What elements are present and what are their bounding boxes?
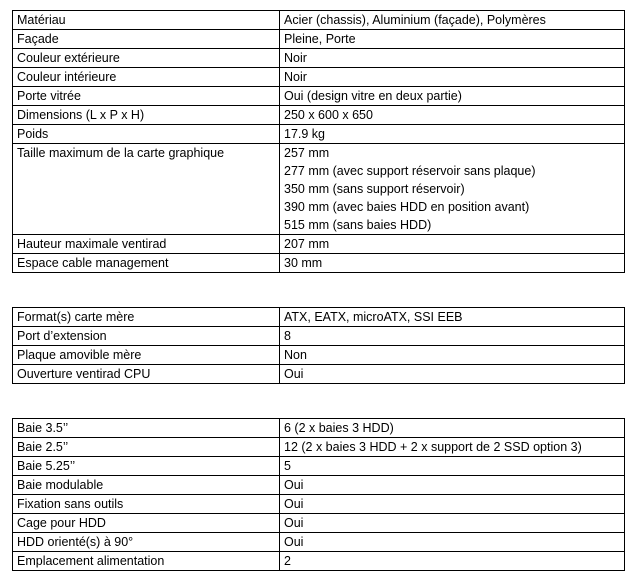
table-row [13,419,625,438]
table-row [13,11,625,30]
spec-value [280,327,625,346]
spec-value [280,476,625,495]
motherboard-spec-table [12,307,625,384]
spec-value-line: 257 mm [284,146,330,160]
table-row [13,514,625,533]
table-row [13,457,625,476]
spec-label: Format(s) carte mère [13,308,280,327]
spec-label: Couleur intérieure [13,68,280,87]
table-row [13,68,625,87]
table-row [13,476,625,495]
table-row [13,87,625,106]
spec-value [280,457,625,476]
spec-value [280,346,625,365]
spec-value [280,144,625,235]
spec-value [280,533,625,552]
spec-value-line: 207 mm [284,237,330,251]
spec-value-line: 350 mm (sans support réservoir) [284,182,465,196]
table-row [13,125,625,144]
table-row [13,346,625,365]
chassis-spec-table [12,10,625,273]
spec-value-line: 8 [284,329,291,343]
spec-label: Baie 2.5’’ [13,438,280,457]
spec-value-line: 250 x 600 x 650 [284,108,373,122]
spec-label: Port d’extension [13,327,280,346]
spec-label: Porte vitrée [13,87,280,106]
spec-value [280,87,625,106]
spec-value-line: 515 mm (sans baies HDD) [284,218,432,232]
spec-label: Taille maximum de la carte graphique [13,144,280,235]
spec-label: Plaque amovible mère [13,346,280,365]
table-row [13,327,625,346]
spec-value-line: 17.9 kg [284,127,326,141]
spec-value [280,254,625,273]
table-row [13,254,625,273]
spec-value-line: Acier (chassis), Aluminium (façade), Polymères [284,13,546,27]
table-row [13,49,625,68]
spec-value-line: 2 [284,554,291,568]
spec-value [280,308,625,327]
spec-value-line: Noir [284,51,307,65]
spec-value-line: Pleine, Porte [284,32,356,46]
spec-label: Espace cable management [13,254,280,273]
spec-value [280,514,625,533]
spec-label: Façade [13,30,280,49]
spec-label: Fixation sans outils [13,495,280,514]
spec-value [280,419,625,438]
spec-value [280,106,625,125]
spec-label: Baie 5.25’’ [13,457,280,476]
spec-value [280,495,625,514]
spec-value-line: Oui [284,535,304,549]
spec-value [280,68,625,87]
table-row [13,106,625,125]
spec-value-line: Oui [284,516,304,530]
table-row [13,552,625,571]
spec-value-line: 6 (2 x baies 3 HDD) [284,421,394,435]
spec-value-line: ATX, EATX, microATX, SSI EEB [284,310,463,324]
table-row [13,533,625,552]
spec-value [280,438,625,457]
spec-value [280,30,625,49]
table-row [13,144,625,235]
spec-value [280,125,625,144]
table-row [13,365,625,384]
spec-value-line: 30 mm [284,256,323,270]
spec-value-line: Oui (design vitre en deux partie) [284,89,462,103]
spec-label: Ouverture ventirad CPU [13,365,280,384]
table-row [13,30,625,49]
spec-value-line: Oui [284,478,304,492]
spec-value-line: 277 mm (avec support réservoir sans plaque) [284,164,536,178]
spec-value-line: 5 [284,459,291,473]
spec-label: Baie modulable [13,476,280,495]
spec-label: HDD orienté(s) à 90° [13,533,280,552]
spec-value-line: Oui [284,497,304,511]
spec-value-line: Noir [284,70,307,84]
spec-value [280,11,625,30]
spec-value-line: Oui [284,367,304,381]
spec-label: Matériau [13,11,280,30]
table-row [13,235,625,254]
table-row [13,495,625,514]
spec-label: Emplacement alimentation [13,552,280,571]
spec-value [280,49,625,68]
spec-value [280,365,625,384]
spec-label: Hauteur maximale ventirad [13,235,280,254]
spec-value-line: 12 (2 x baies 3 HDD + 2 x support de 2 SSD option 3) [284,440,582,454]
table-row [13,438,625,457]
spec-value-line: 390 mm (avec baies HDD en position avant) [284,200,530,214]
storage-spec-table [12,418,625,571]
spec-label: Dimensions (L x P x H) [13,106,280,125]
table-row [13,308,625,327]
spec-label: Cage pour HDD [13,514,280,533]
spec-value [280,552,625,571]
spec-value-line: Non [284,348,307,362]
spec-label: Poids [13,125,280,144]
spec-value [280,235,625,254]
spec-label: Couleur extérieure [13,49,280,68]
spec-label: Baie 3.5’’ [13,419,280,438]
